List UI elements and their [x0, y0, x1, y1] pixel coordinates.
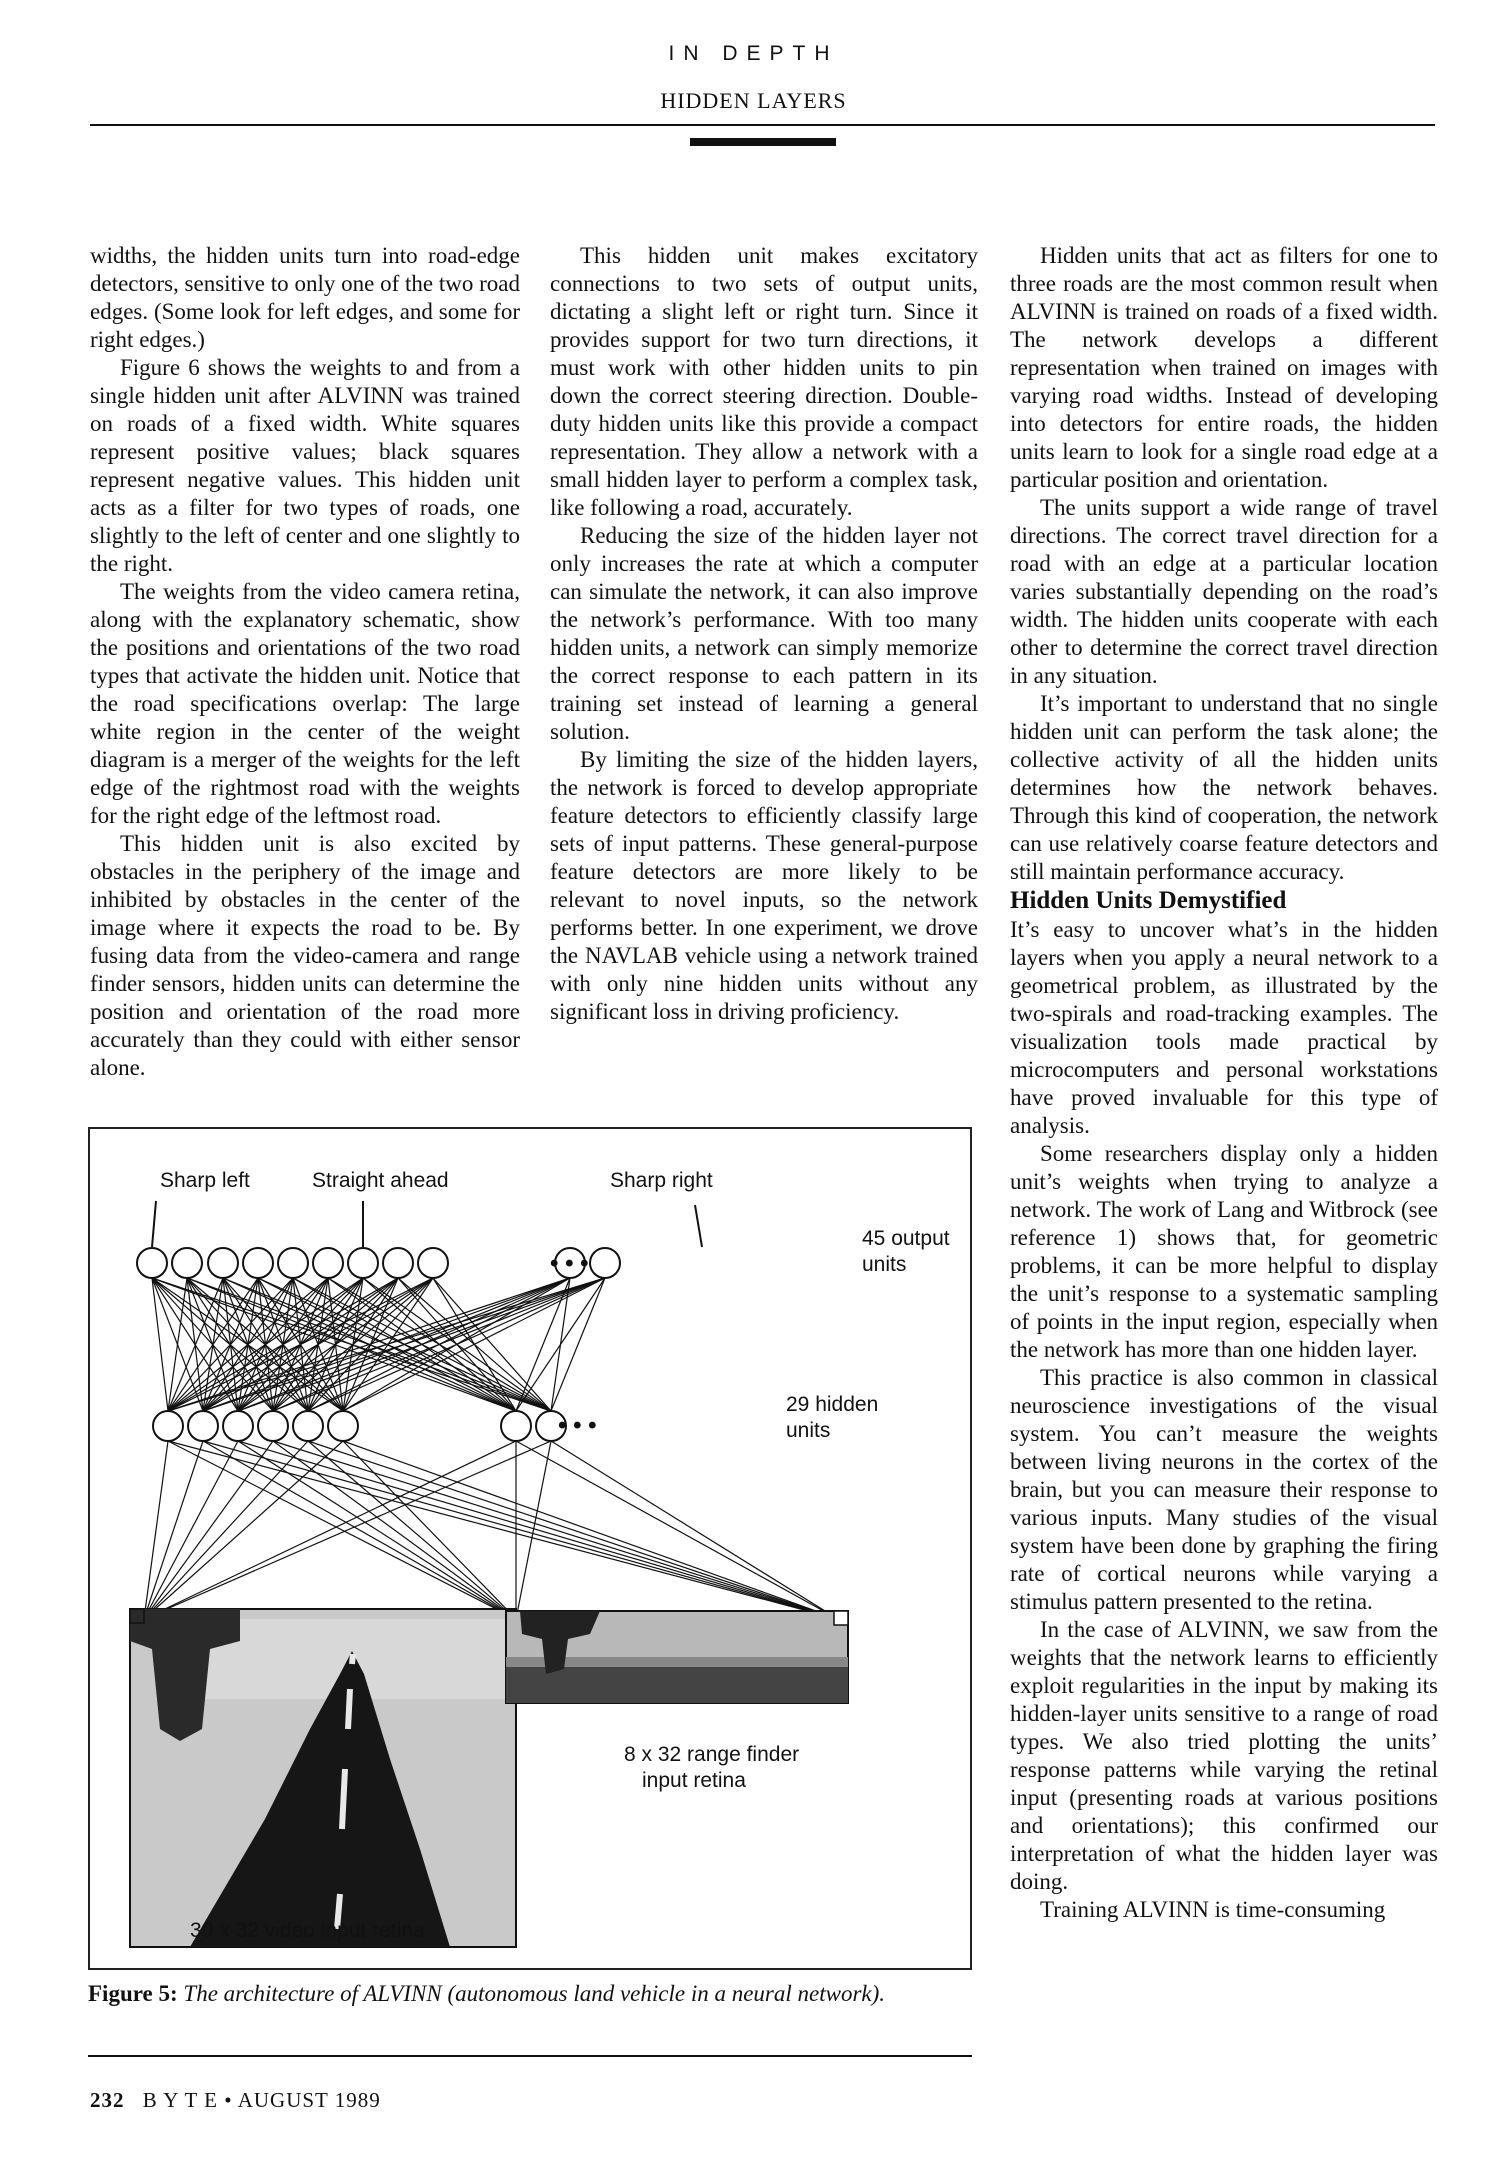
connection-line — [168, 1441, 516, 1619]
output-unit — [243, 1248, 273, 1278]
connection-line — [168, 1441, 838, 1619]
output-unit — [172, 1248, 202, 1278]
paragraph: It’s easy to uncover what’s in the hidden layers when you apply a neural network to a geometrical problem, as illustrated by the two-spirals and road-tracking examples. The visualization tools made practical by microcomputers and personal workstations have proved invaluable for this type of analysis. — [1010, 917, 1438, 1138]
label-hidden-units-1: 29 hidden — [786, 1393, 879, 1416]
range-finder-retina — [506, 1611, 848, 1703]
paragraph: widths, the hidden units turn into road-edge detectors, sensitive to only one of the two road edges. (Some look for left edges, and some for right edges.) — [90, 243, 520, 352]
hidden-unit — [153, 1411, 183, 1441]
paragraph: Some researchers display only a hidden unit’s weights when trying to analyze a network. The work of Lang and Witbrock (see reference 1) shows that, for geometric problems, it can be more helpful to display the unit’s response to a systematic sampling of points in the input region, especially when the network has more than one hidden layer. — [1010, 1141, 1438, 1362]
connection-line — [223, 1278, 551, 1411]
hidden-unit — [223, 1411, 253, 1441]
connection-line — [551, 1441, 838, 1619]
connection-line — [516, 1441, 838, 1619]
paragraph: Reducing the size of the hidden layer not only increases the rate at which a computer can simulate the network, it can also improve the network’s performance. With too many hidden units, a network can simply memorize the correct response to each pattern in its training set instead of learning a general solution. — [550, 523, 978, 744]
connection-line — [144, 1441, 273, 1619]
label-output-units-2: units — [862, 1253, 907, 1276]
header-rule — [90, 124, 1435, 126]
output-unit — [383, 1248, 413, 1278]
paragraph: It’s important to understand that no single hidden unit can perform the task alone; the collective activity of all the hidden units determines how the network behaves. Through this kind of cooperation, the network can use relatively coarse feature detectors and still maintain performance accuracy. — [1010, 691, 1438, 884]
label-sharp-left: Sharp left — [160, 1169, 250, 1192]
output-unit — [590, 1248, 620, 1278]
label-video-retina: 30 x 32 video input retina — [190, 1919, 425, 1942]
paragraph: The weights from the video camera retina, along with the explanatory schematic, show the positions and orientations of the two road types that activate the hidden unit. Notice that the road specifications overlap: The large white region in the center of the weight diagram is a merger of the weights for the left edge of the rightmost road with the weights for the right edge of the leftmost road. — [90, 579, 520, 828]
connection-line — [363, 1278, 551, 1411]
magazine-issue: B Y T E • AUGUST 1989 — [142, 2088, 381, 2112]
connection-line — [308, 1441, 838, 1619]
connection-line — [144, 1441, 308, 1619]
label-output-units-1: 45 output — [862, 1227, 950, 1250]
paragraph: This hidden unit makes excitatory connections to two sets of output units, dictating a slight left or right turn. Since it provides support for two turn directions, it must work with other hidden units to pin down the correct steering direction. Double-duty hidden units like this provide a compact representation. They allow a network with a small hidden layer to perform a complex task, like following a road, accurately. — [550, 243, 978, 520]
label-hidden-units-2: units — [786, 1419, 831, 1442]
output-unit — [418, 1248, 448, 1278]
output-unit — [208, 1248, 238, 1278]
arrow-sharp-right — [695, 1205, 702, 1247]
text-column-3 — [1010, 242, 1438, 1924]
arrow-sharp-left — [152, 1201, 156, 1247]
connection-line — [238, 1441, 838, 1619]
alvinn-architecture-figure — [88, 1127, 972, 1970]
header-bar — [690, 138, 836, 146]
connection-line — [203, 1441, 838, 1619]
page-number: 232 — [90, 2088, 125, 2112]
caption-text: The architecture of ALVINN (autonomous land vehicle in a neural network). — [183, 1981, 886, 2006]
paragraph: In the case of ALVINN, we saw from the weights that the network learns to efficiently exploit regularities in the input by making its hidden-layer units sensitive to a range of road types. We also tried plotting the units’ response patterns while varying the retinal input (presenting roads at various positions and orientations); this confirmed our interpretation of what the hidden layer was doing. — [1010, 1617, 1438, 1894]
connection-line — [293, 1278, 551, 1411]
connection-line — [273, 1441, 516, 1619]
connection-line — [273, 1441, 838, 1619]
figure-caption — [88, 1980, 972, 2008]
section-heading: Hidden Units Demystified — [1010, 887, 1287, 914]
label-sharp-right: Sharp right — [610, 1169, 713, 1192]
hidden-unit — [258, 1411, 288, 1441]
connection-line — [308, 1441, 516, 1619]
text-column-2 — [550, 242, 978, 1026]
label-range-retina-1: 8 x 32 range finder — [624, 1743, 800, 1766]
section-label: IN DEPTH — [668, 42, 839, 65]
connection-line — [144, 1441, 238, 1619]
hidden-unit — [188, 1411, 218, 1441]
network-diagram — [90, 1129, 970, 1968]
paragraph: Hidden units that act as filters for one to three roads are the most common result when ALVINN is trained on roads of a fixed width. The network develops a different representation when trained on images with varying road widths. Instead of developing into detectors for entire roads, the hidden units learn to look for a single road edge at a particular position and orientation. — [1010, 243, 1438, 492]
text-column-1 — [90, 242, 520, 1082]
hidden-ellipsis: • • • — [558, 1412, 597, 1439]
output-ellipsis: • • • — [550, 1250, 589, 1277]
hidden-unit — [501, 1411, 531, 1441]
connection-line — [328, 1278, 551, 1411]
page-running-title: HIDDEN LAYERS — [660, 88, 847, 113]
page-footer — [90, 2088, 381, 2113]
label-straight-ahead: Straight ahead — [312, 1169, 449, 1192]
caption-rule — [88, 2055, 972, 2057]
paragraph: By limiting the size of the hidden layers, the network is forced to develop appropriate feature detectors to efficiently classify large sets of input patterns. These general-purpose feature detectors are more likely to be relevant to novel inputs, so the network performs better. In one experiment, we drove the NAVLAB vehicle using a network trained with only nine hidden units without any significant loss in driving proficiency. — [550, 747, 978, 1024]
label-range-retina-2: input retina — [642, 1769, 746, 1792]
output-unit — [348, 1248, 378, 1278]
connection-line — [144, 1441, 168, 1619]
paragraph: The units support a wide range of travel directions. The correct travel direction for a road with an edge at a particular location varies substantially depending on the road’s width. The hidden units cooperate with each other to determine the correct travel direction in any situation. — [1010, 495, 1438, 688]
hidden-unit — [328, 1411, 358, 1441]
output-unit — [137, 1248, 167, 1278]
video-input-retina — [130, 1609, 516, 1947]
paragraph: Figure 6 shows the weights to and from a single hidden unit after ALVINN was trained on roads of a fixed width. White squares represent positive values; black squares represent negative values. This hidden unit acts as a filter for two types of roads, one slightly to the left of center and one slightly to the right. — [90, 355, 520, 576]
paragraph: This practice is also common in classical neuroscience investigations of the visual system. You can’t measure the weights between living neurons in the cortex of the brain, but you can measure their response to various inputs. Many studies of the visual system have been done by graphing the firing rate of cortical neurons while varying a stimulus pattern presented to the retina. — [1010, 1365, 1438, 1614]
hidden-unit — [293, 1411, 323, 1441]
output-unit — [313, 1248, 343, 1278]
output-unit — [278, 1248, 308, 1278]
paragraph: Training ALVINN is time-consuming — [1040, 1897, 1386, 1922]
paragraph: This hidden unit is also excited by obstacles in the periphery of the image and inhibited by obstacles in the center of the image where it expects the road to be. By fusing data from the video-camera and range finder sensors, hidden units can determine the position and orientation of the road more accurately than they could with either sensor alone. — [90, 831, 520, 1080]
steering-arrows — [152, 1201, 702, 1247]
connection-line — [238, 1441, 516, 1619]
connection-line — [343, 1441, 838, 1619]
caption-label: Figure 5: — [88, 1981, 178, 2006]
